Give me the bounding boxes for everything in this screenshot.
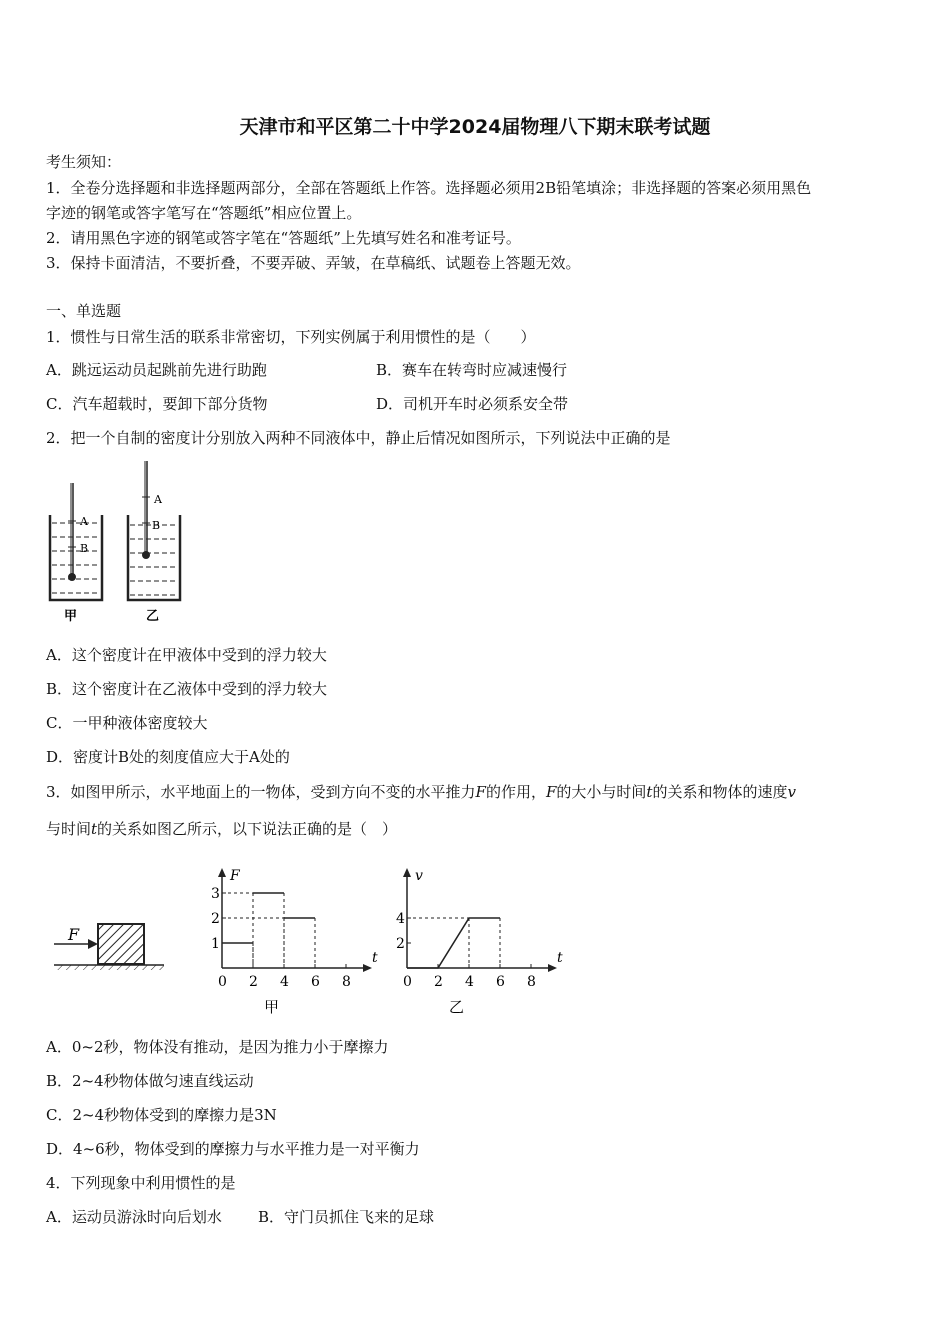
density-meter-figure (40, 455, 200, 630)
block (98, 924, 144, 964)
x-tick-label: 2 (249, 974, 258, 990)
data-line (407, 918, 500, 968)
y-tick-label: 3 (211, 886, 220, 902)
notice-line-1b: 字迹的钢笔或答字笔写在“答题纸”相应位置上。 (46, 204, 362, 222)
chart-caption: 甲 (264, 998, 280, 1016)
q4-stem: 4．下列现象中利用惯性的是 (46, 1174, 236, 1192)
q3-option-a: A．0~2秒，物体没有推动，是因为推力小于摩擦力 (46, 1038, 389, 1056)
x-tick-label: 8 (342, 974, 351, 990)
q3-stem-part-3: 的大小与时间 (556, 783, 647, 801)
notice-line-2: 2．请用黑色字迹的钢笔或答字笔在“答题纸”上先填写姓名和准考证号。 (46, 229, 521, 247)
x-axis-arrow (548, 964, 557, 972)
q2-option-a: A．这个密度计在甲液体中受到的浮力较大 (46, 646, 327, 664)
q3-symbol-t-1: t (646, 783, 653, 801)
y-tick-label: 1 (211, 936, 220, 952)
q4-option-b: B．守门员抓住飞来的足球 (258, 1208, 435, 1226)
x-tick-label: 0 (218, 974, 227, 990)
force-label: F (68, 925, 80, 944)
q3-option-c: C．2~4秒物体受到的摩擦力是3N (46, 1106, 277, 1124)
q3-symbol-t-2: t (91, 820, 98, 838)
y-axis-arrow (403, 868, 411, 877)
chart-velocity-time (385, 862, 563, 1017)
q3-stem-part-2: 的作用， (485, 783, 546, 801)
q3-symbol-v: v (787, 783, 796, 801)
q4-option-a: A．运动员游泳时向后划水 (46, 1208, 222, 1226)
q1-stem: 1．惯性与日常生活的联系非常密切，下列实例属于利用惯性的是（ ） (46, 328, 536, 346)
y-tick-label: 2 (211, 911, 220, 927)
notice-heading: 考生须知： (46, 153, 122, 171)
q3-symbol-f-1: F (475, 783, 486, 801)
q1-option-d: D．司机开车时必须系安全带 (376, 395, 569, 413)
y-axis-label: F (230, 868, 240, 884)
q3-option-d: D．4~6秒，物体受到的摩擦力与水平推力是一对平衡力 (46, 1140, 420, 1158)
q3-option-b: B．2~4秒物体做匀速直线运动 (46, 1072, 254, 1090)
x-tick-label: 4 (280, 974, 289, 990)
q3-symbol-f-2: F (545, 783, 557, 801)
q2-option-c: C．一甲种液体密度较大 (46, 714, 208, 732)
x-tick-label: 8 (527, 974, 536, 990)
y-axis-label: v (415, 868, 423, 884)
x-axis-label: t (372, 950, 378, 966)
x-axis-label: t (557, 950, 563, 966)
q1-option-a: A．跳远运动员起跳前先进行助跑 (46, 361, 267, 379)
x-tick-label: 2 (434, 974, 443, 990)
q2-stem: 2．把一个自制的密度计分别放入两种不同液体中，静止后情况如图所示，下列说法中正确的是 (46, 429, 671, 447)
mark-b-yi: B (152, 519, 161, 532)
q3-stem-part-6: 的关系如图乙所示，以下说法正确的是（ ） (97, 820, 398, 838)
q3-stem-part-1: 3．如图甲所示，水平地面上的一物体，受到方向不变的水平推力 (46, 783, 476, 801)
notice-line-1: 1．全卷分选择题和非选择题两部分，全部在答题纸上作答。选择题必须用2B铅笔填涂；非选择题的答案必须用黑色 (46, 179, 812, 197)
mark-b-jia: B (80, 542, 89, 555)
y-tick-label: 2 (396, 936, 405, 952)
q2-option-b: B．这个密度计在乙液体中受到的浮力较大 (46, 680, 328, 698)
notice-line-3: 3．保持卡面清洁，不要折叠，不要弄破、弄皱，在草稿纸、试题卷上答题无效。 (46, 254, 581, 272)
x-tick-label: 0 (403, 974, 412, 990)
mark-a-jia: A (80, 515, 88, 528)
label-yi: 乙 (146, 609, 160, 624)
y-tick-label: 4 (396, 911, 405, 927)
q3-stem-line-1 (46, 782, 796, 802)
q3-stem-part-5: 与时间 (46, 820, 92, 838)
ground (54, 965, 164, 970)
q1-option-c: C．汽车超载时，要卸下部分货物 (46, 395, 268, 413)
beaker-jia (50, 483, 102, 600)
section-heading: 一、单选题 (46, 302, 122, 320)
page-title: 天津市和平区第二十中学2024届物理八下期末联考试题 (239, 116, 711, 138)
mark-a-yi: A (154, 493, 162, 506)
pushed-block-figure (50, 918, 170, 973)
q3-stem-part-4: 的关系和物体的速度 (652, 783, 788, 801)
q3-stem-line-2 (46, 819, 397, 839)
q1-option-b: B．赛车在转弯时应减速慢行 (376, 361, 568, 379)
chart-force-time (200, 862, 378, 1017)
x-tick-label: 6 (496, 974, 505, 990)
x-tick-label: 6 (311, 974, 320, 990)
chart-caption: 乙 (449, 998, 465, 1016)
q2-option-d: D．密度计B处的刻度值应大于A处的 (46, 748, 290, 766)
x-tick-label: 4 (465, 974, 474, 990)
x-axis-arrow (363, 964, 372, 972)
label-jia: 甲 (64, 609, 78, 624)
y-axis-arrow (218, 868, 226, 877)
